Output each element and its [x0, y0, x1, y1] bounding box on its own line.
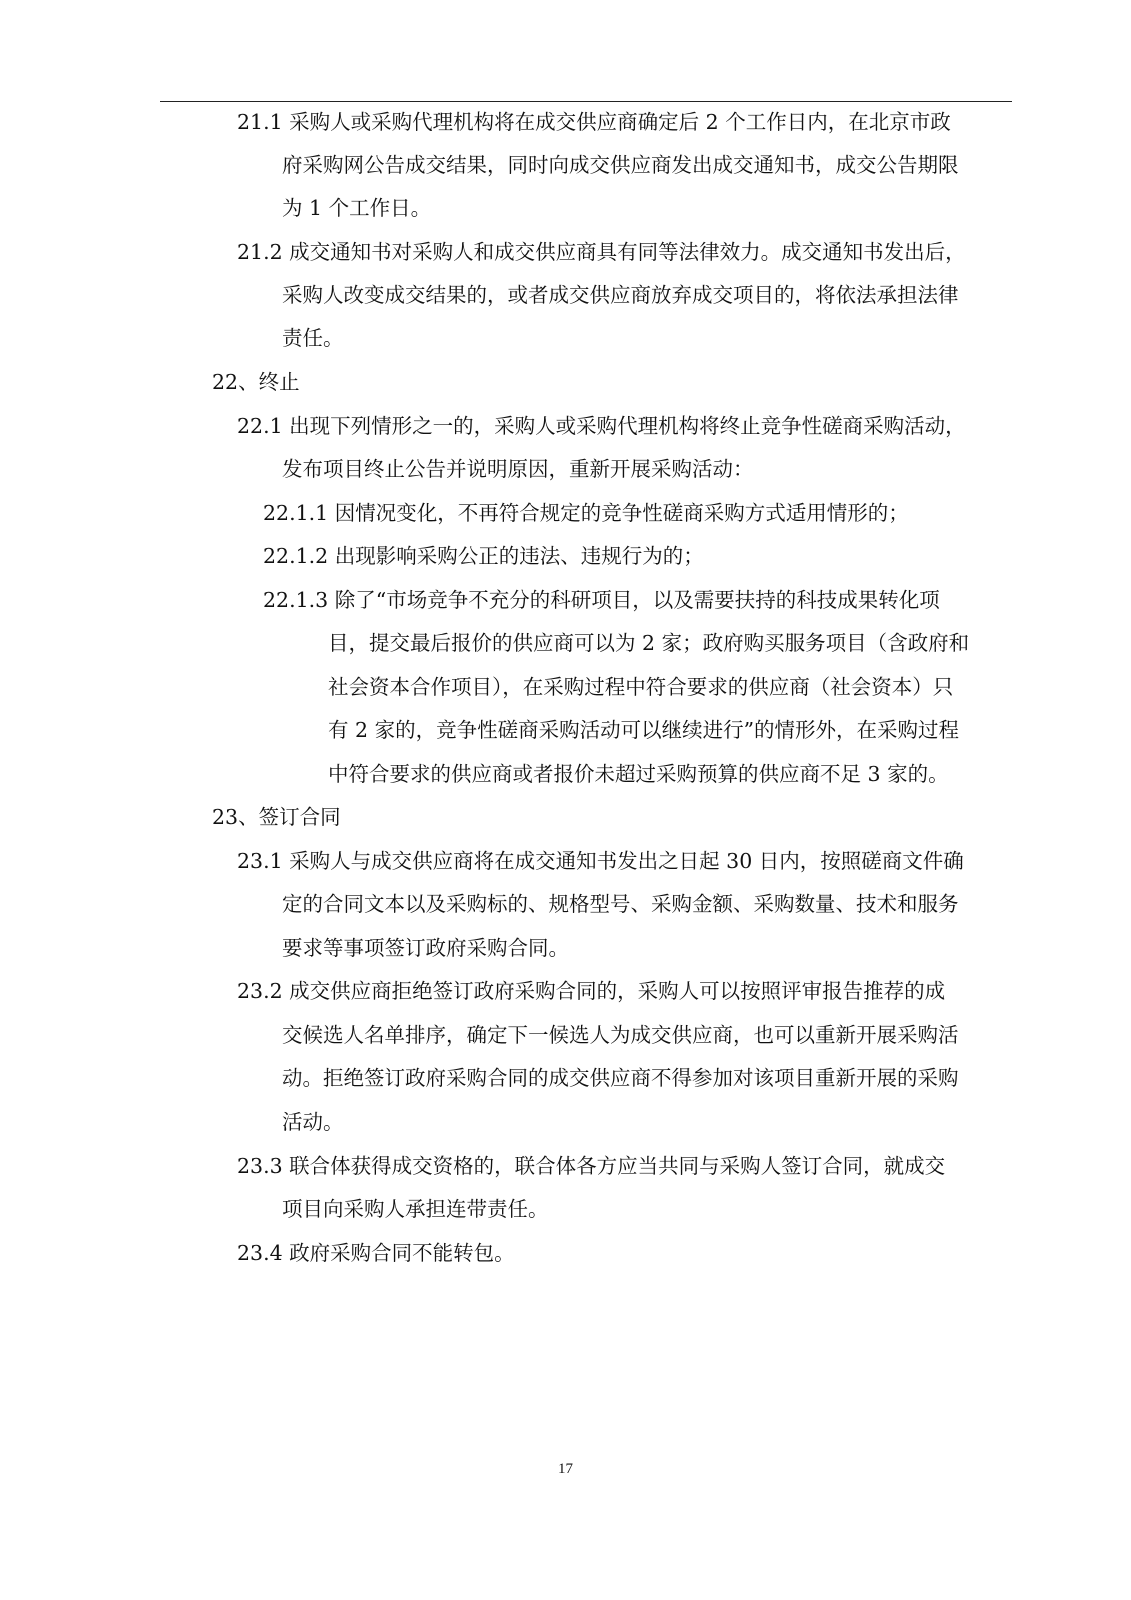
section-23-heading: 23、签订合同: [212, 805, 341, 829]
clause-22-1-3-line-3: 社会资本合作项目），在采购过程中符合要求的供应商（社会资本）只: [328, 675, 954, 699]
clause-22-1-1: 22.1.1 因情况变化，不再符合规定的竞争性磋商采购方式适用情形的；: [263, 501, 909, 525]
clause-22-1-3-line-2: 目，提交最后报价的供应商可以为 2 家；政府购买服务项目（含政府和: [328, 631, 970, 655]
clause-21-1-line-1: 21.1 采购人或采购代理机构将在成交供应商确定后 2 个工作日内，在北京市政: [237, 110, 951, 134]
clause-23-1-line-1: 23.1 采购人与成交供应商将在成交通知书发出之日起 30 日内，按照磋商文件确: [237, 849, 964, 873]
clause-23-3-line-2: 项目向采购人承担连带责任。: [282, 1197, 549, 1221]
page-number: 17: [558, 1461, 573, 1477]
clause-23-2-line-1: 23.2 成交供应商拒绝签订政府采购合同的，采购人可以按照评审报告推荐的成: [237, 979, 946, 1003]
clause-21-1-line-2: 府采购网公告成交结果，同时向成交供应商发出成交通知书，成交公告期限: [282, 153, 959, 177]
clause-22-1-line-1: 22.1 出现下列情形之一的，采购人或采购代理机构将终止竞争性磋商采购活动，: [237, 414, 966, 438]
header-rule: [160, 101, 1012, 102]
clause-21-1-line-3: 为 1 个工作日。: [282, 196, 432, 220]
clause-23-2-line-3: 动。拒绝签订政府采购合同的成交供应商不得参加对该项目重新开展的采购: [282, 1066, 959, 1090]
clause-22-1-line-2: 发布项目终止公告并说明原因，重新开展采购活动：: [282, 457, 754, 481]
clause-23-2-line-4: 活动。: [282, 1110, 344, 1134]
clause-22-1-3-line-5: 中符合要求的供应商或者报价未超过采购预算的供应商不足 3 家的。: [328, 762, 949, 786]
clause-22-1-3-line-1: 22.1.3 除了“市场竞争不充分的科研项目，以及需要扶持的科技成果转化项: [263, 588, 940, 612]
clause-23-1-line-3: 要求等事项签订政府采购合同。: [282, 936, 569, 960]
clause-23-1-line-2: 定的合同文本以及采购标的、规格型号、采购金额、采购数量、技术和服务: [282, 892, 959, 916]
clause-21-2-line-2: 采购人改变成交结果的，或者成交供应商放弃成交项目的，将依法承担法律: [282, 283, 959, 307]
clause-23-2-line-2: 交候选人名单排序，确定下一候选人为成交供应商，也可以重新开展采购活: [282, 1023, 959, 1047]
clause-21-2-line-3: 责任。: [282, 326, 344, 350]
clause-21-2-line-1: 21.2 成交通知书对采购人和成交供应商具有同等法律效力。成交通知书发出后，: [237, 240, 966, 264]
clause-23-3-line-1: 23.3 联合体获得成交资格的，联合体各方应当共同与采购人签订合同，就成交: [237, 1154, 946, 1178]
section-22-heading: 22、终止: [212, 370, 300, 394]
clause-22-1-2: 22.1.2 出现影响采购公正的违法、违规行为的；: [263, 544, 704, 568]
clause-23-4: 23.4 政府采购合同不能转包。: [237, 1241, 515, 1265]
clause-22-1-3-line-4: 有 2 家的，竞争性磋商采购活动可以继续进行”的情形外，在采购过程: [328, 718, 960, 742]
